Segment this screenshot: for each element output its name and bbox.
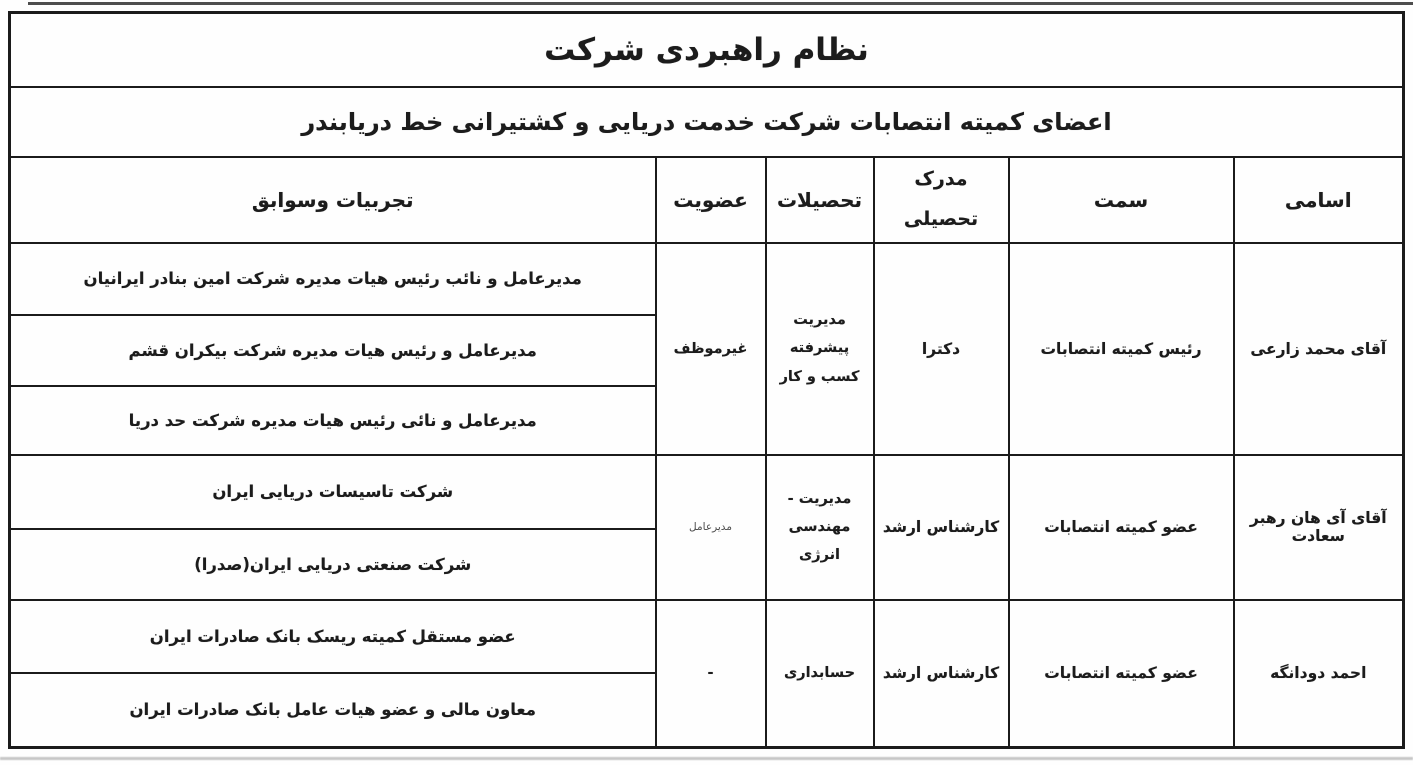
- education-line: مدیریت -: [787, 490, 852, 507]
- education-line: کسب و کار: [779, 368, 860, 385]
- degree-cell: کارشناس ارشد: [874, 455, 1009, 600]
- scan-artifact-bottom-line: [0, 757, 1413, 760]
- table-row: [9, 455, 1403, 529]
- membership-cell: -: [656, 600, 766, 748]
- experience-cell: شرکت صنعتی دریایی ایران(صدرا): [9, 529, 655, 600]
- name-cell: آقای آی هان رهبر سعادت: [1234, 455, 1404, 600]
- name-cell: احمد دودانگه: [1234, 600, 1404, 748]
- header-degree-line2: تحصیلی: [903, 207, 979, 230]
- education-cell: [766, 243, 874, 455]
- education-line: حسابداری: [783, 665, 856, 682]
- degree-cell: دکترا: [874, 243, 1009, 455]
- name-cell: آقای محمد زارعی: [1234, 243, 1404, 455]
- position-cell: رئیس کمیته انتصابات: [1009, 243, 1234, 455]
- experience-cell: شرکت تاسیسات دریایی ایران: [9, 455, 655, 529]
- header-education: تحصیلات: [766, 157, 874, 243]
- membership-cell: غیرموظف: [656, 243, 766, 455]
- header-degree: [874, 157, 1009, 243]
- position-cell: عضو کمیته انتصابات: [1009, 600, 1234, 748]
- position-cell: عضو کمیته انتصابات: [1009, 455, 1234, 600]
- education-cell: [766, 600, 874, 748]
- subtitle-row: [9, 87, 1403, 157]
- header-membership: عضویت: [656, 157, 766, 243]
- experience-cell: مدیرعامل و نائب رئیس هیات مدیره شرکت امین بنادر ایرانیان: [9, 243, 655, 315]
- governance-table: [8, 11, 1405, 749]
- education-cell: [766, 455, 874, 600]
- education-line: مدیریت پیشرفته: [789, 312, 850, 357]
- degree-cell: کارشناس ارشد: [874, 600, 1009, 748]
- page-title: نظام راهبردی شرکت: [9, 13, 1403, 87]
- scan-artifact-top-line: [28, 2, 1413, 5]
- experience-cell: مدیرعامل و رئیس هیات مدیره شرکت بیکران قشم: [9, 315, 655, 386]
- table-row: [9, 243, 1403, 315]
- column-header-row: [9, 157, 1403, 243]
- membership-cell: مدیرعامل: [656, 455, 766, 600]
- experience-cell: مدیرعامل و نائی رئیس هیات مدیره شرکت حد دریا: [9, 386, 655, 455]
- header-names: اسامی: [1234, 157, 1404, 243]
- page-subtitle: اعضای کمیته انتصابات شرکت خدمت دریایی و کشتیرانی خط دریابندر: [9, 87, 1403, 157]
- header-experience: تجربیات وسوابق: [9, 157, 655, 243]
- title-row: [9, 13, 1403, 87]
- header-degree-line1: مدرک: [914, 167, 968, 190]
- experience-cell: عضو مستقل کمیته ریسک بانک صادرات ایران: [9, 600, 655, 673]
- header-position: سمت: [1009, 157, 1234, 243]
- table-row: [9, 600, 1403, 673]
- education-line: مهندسی انرژی: [788, 518, 851, 564]
- experience-cell: معاون مالی و عضو هیات عامل بانک صادرات ایران: [9, 673, 655, 748]
